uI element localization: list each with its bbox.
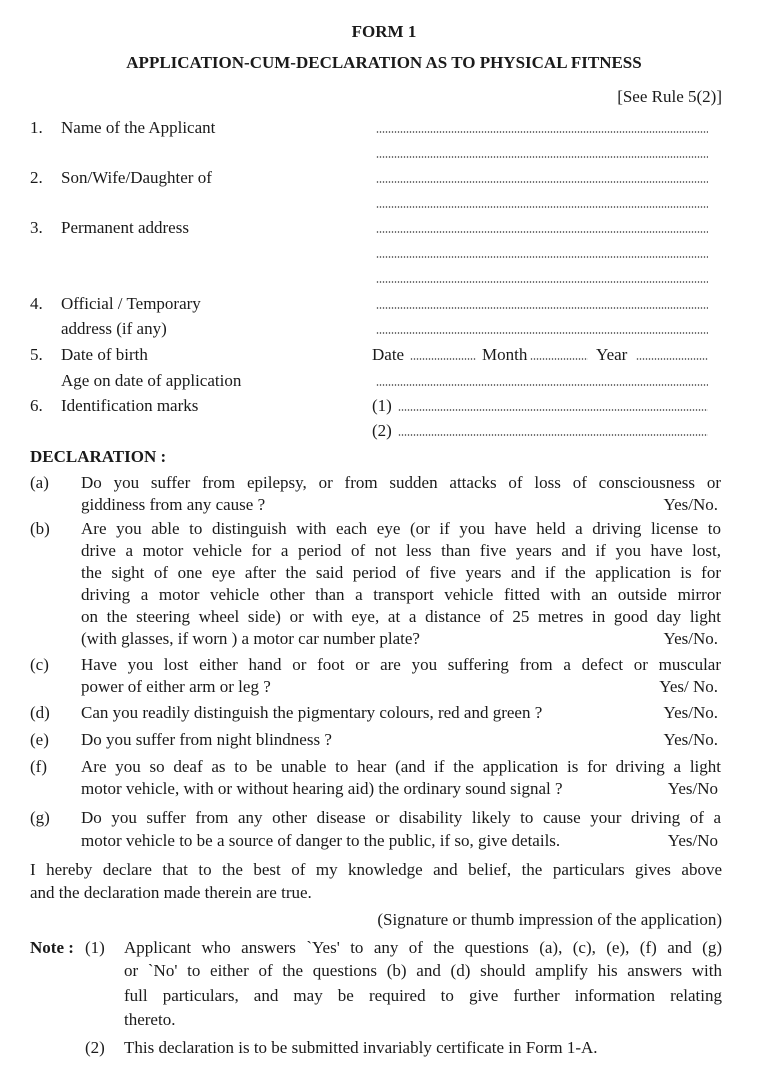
fill-line-permanent-address-2[interactable]: [376, 256, 708, 258]
note-1-line-3: full particulars, and may be required to give further information relating: [124, 986, 722, 1005]
fill-line-age[interactable]: [376, 384, 708, 386]
question-tag-b: (b): [30, 519, 50, 538]
question-f-line-2: motor vehicle, with or without hearing aid) the ordinary sound signal ?: [81, 779, 563, 798]
field-number: 5.: [30, 345, 43, 364]
fill-line-official-address[interactable]: [376, 307, 708, 309]
declaration-heading: DECLARATION :: [30, 447, 167, 466]
question-b-line-4: driving a motor vehicle other than a transport vehicle fitted with an outside mirror: [81, 585, 721, 604]
question-a-line-2: giddiness from any cause ?: [81, 495, 266, 514]
fill-line-mark-1[interactable]: [398, 409, 708, 411]
signature-caption: (Signature or thumb impression of the application): [377, 910, 722, 929]
rule-reference: [See Rule 5(2)]: [617, 87, 722, 106]
question-g-line-1: Do you suffer from any other disease or disability likely to cause your driving of a: [81, 808, 721, 827]
field-label-age: Age on date of application: [61, 371, 242, 390]
question-b-line-3: the sight of one eye after the said period of five years and if the application is for: [81, 563, 721, 582]
fill-line-name-2[interactable]: [376, 156, 708, 158]
field-label-official-address: Official / Temporary: [61, 294, 201, 313]
question-b-line-2: drive a motor vehicle for a period of not less than five years and if you have lost,: [81, 541, 721, 560]
note-1-number: (1): [85, 938, 105, 957]
answer-a-yes-no[interactable]: Yes/No.: [663, 495, 718, 514]
field-label-identification-marks: Identification marks: [61, 396, 199, 415]
question-f-line-1: Are you so deaf as to be unable to hear (and if the application is for driving a light: [81, 757, 721, 776]
note-1-line-4: thereto.: [124, 1010, 176, 1029]
dob-date-fill[interactable]: [410, 358, 476, 360]
answer-e-yes-no[interactable]: Yes/No.: [663, 730, 718, 749]
mark-2-label: (2): [372, 421, 392, 440]
fill-line-permanent-address-3[interactable]: [376, 281, 708, 283]
answer-f-yes-no[interactable]: Yes/No: [667, 779, 718, 798]
fill-line-permanent-address[interactable]: [376, 231, 708, 233]
note-label: Note :: [30, 938, 74, 957]
answer-d-yes-no[interactable]: Yes/No.: [663, 703, 718, 722]
answer-g-yes-no[interactable]: Yes/No: [667, 831, 718, 850]
field-number: 6.: [30, 396, 43, 415]
dob-date-label: Date: [372, 345, 405, 364]
field-label-permanent-address: Permanent address: [61, 218, 189, 237]
answer-b-yes-no[interactable]: Yes/No.: [663, 629, 718, 648]
form-number: FORM 1: [351, 22, 417, 41]
fill-line-relation[interactable]: [376, 181, 708, 183]
form-title: APPLICATION-CUM-DECLARATION AS TO PHYSICAL FITNESS: [126, 53, 642, 72]
field-number: 2.: [30, 168, 43, 187]
dob-year-label: Year: [596, 345, 628, 364]
question-a-line-1: Do you suffer from epilepsy, or from sudden attacks of loss of consciousness or: [81, 473, 721, 492]
question-c-line-1: Have you lost either hand or foot or are you suffering from a defect or muscular: [81, 655, 721, 674]
field-number: 3.: [30, 218, 43, 237]
fill-line-relation-2[interactable]: [376, 206, 708, 208]
note-2-number: (2): [85, 1038, 105, 1057]
field-label-relation: Son/Wife/Daughter of: [61, 168, 212, 187]
question-tag-c: (c): [30, 655, 49, 674]
question-b-line-6: (with glasses, if worn ) a motor car number plate?: [81, 629, 420, 648]
question-g-line-2: motor vehicle to be a source of danger to the public, if so, give details.: [81, 831, 561, 850]
fill-line-official-address-2[interactable]: [376, 332, 708, 334]
fill-line-mark-2[interactable]: [398, 434, 708, 436]
field-number: 4.: [30, 294, 43, 313]
field-label-dob: Date of birth: [61, 345, 148, 364]
field-number: 1.: [30, 118, 43, 137]
question-tag-e: (e): [30, 730, 49, 749]
question-c-line-2: power of either arm or leg ?: [81, 677, 271, 696]
note-1-line-1: Applicant who answers `Yes' to any of the questions (a), (c), (e), (f) and (g): [124, 938, 722, 957]
question-b-line-5: on the steering wheel side) or with eye, at a distance of 25 metres in good day light: [81, 607, 721, 626]
question-tag-d: (d): [30, 703, 50, 722]
declaration-statement-line-1: I hereby declare that to the best of my knowledge and belief, the particulars gives above: [30, 860, 722, 879]
dob-month-fill[interactable]: [530, 358, 588, 360]
question-d-line-1: Can you readily distinguish the pigmentary colours, red and green ?: [81, 703, 543, 722]
answer-c-yes-no[interactable]: Yes/ No.: [659, 677, 718, 696]
question-b-line-1: Are you able to distinguish with each eye (or if you have held a driving license to: [81, 519, 721, 538]
fill-line-name[interactable]: [376, 131, 708, 133]
question-tag-a: (a): [30, 473, 49, 492]
question-tag-g: (g): [30, 808, 50, 827]
field-label-official-address-2: address (if any): [61, 319, 167, 338]
dob-month-label: Month: [482, 345, 528, 364]
question-tag-f: (f): [30, 757, 47, 776]
dob-year-fill[interactable]: [636, 358, 708, 360]
field-label-name: Name of the Applicant: [61, 118, 216, 137]
declaration-statement-line-2: and the declaration made therein are true.: [30, 883, 312, 902]
question-e-line-1: Do you suffer from night blindness ?: [81, 730, 332, 749]
mark-1-label: (1): [372, 396, 392, 415]
note-2-line-1: This declaration is to be submitted invariably certificate in Form 1-A.: [124, 1038, 598, 1057]
note-1-line-2: or `No' to either of the questions (b) and (d) should amplify his answers with: [124, 961, 722, 980]
